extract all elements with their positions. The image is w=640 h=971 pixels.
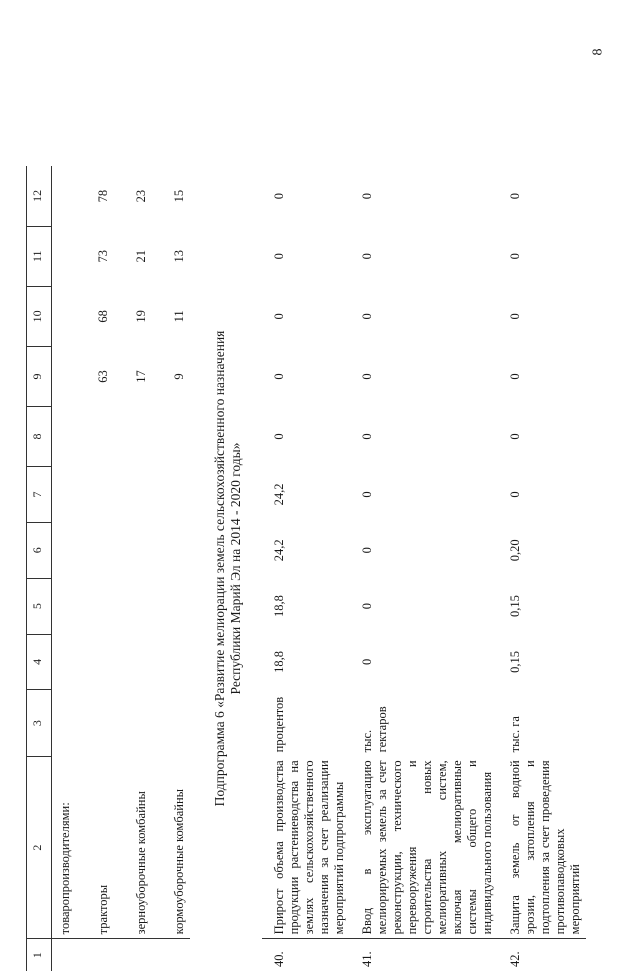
cell-value: 0,20	[508, 539, 522, 562]
header-col-7: 7	[27, 467, 52, 523]
cell-value: 24,2	[272, 483, 286, 506]
header-col-11: 11	[27, 226, 52, 286]
header-row	[27, 166, 52, 971]
subprogram-title-line1: Подпрограмма 6 «Развитие мелиорации земель сельскохозяйственного назначения	[212, 330, 227, 807]
row-number: 40.	[262, 939, 350, 971]
cell-value: 0	[360, 547, 374, 554]
table-row	[152, 166, 190, 971]
rotated-table-sheet	[26, 166, 582, 971]
indicators-table	[26, 166, 586, 971]
cell-value: 0	[272, 373, 286, 380]
header-col-5: 5	[27, 578, 52, 634]
cell-value: 0	[508, 253, 522, 260]
subprogram-title-line2: Республики Марий Эл на 2014 - 2020 годы»	[228, 442, 243, 695]
header-col-12: 12	[27, 166, 52, 226]
cell-value: 13	[172, 250, 186, 263]
machine-name: кормоуборочные комбайны	[172, 788, 186, 935]
cell-value: 0	[272, 192, 286, 200]
cell-value: 24,2	[272, 539, 286, 562]
header-col-4: 4	[27, 634, 52, 690]
cell-value: 11	[172, 310, 186, 323]
header-col-10: 10	[27, 286, 52, 346]
row-description: Защита земель от водной эрозии, затопления и подтопления за счет проведения противопаводковых мероприятий	[508, 760, 582, 935]
cell-value: 0	[360, 373, 374, 380]
group-label-row	[52, 166, 77, 971]
cell-value: 0	[360, 313, 374, 320]
header-col-1: 1	[27, 939, 52, 971]
header-col-2: 2	[27, 756, 52, 938]
header-col-3: 3	[27, 690, 52, 757]
cell-value: 0	[360, 433, 374, 440]
table-container	[26, 166, 582, 971]
cell-value: 0	[508, 313, 522, 320]
cell-value: 0	[360, 602, 374, 610]
header-col-9: 9	[27, 346, 52, 406]
cell-value: 17	[134, 370, 148, 383]
cell-value: 0	[360, 491, 374, 498]
cell-value: 18,8	[272, 595, 286, 618]
subprogram-title	[190, 166, 262, 971]
row-unit: тыс. га	[508, 716, 522, 753]
table-row	[350, 166, 498, 971]
cell-value: 23	[134, 189, 148, 203]
cell-value: 19	[134, 310, 148, 323]
cell-value: 0	[508, 433, 522, 440]
row-number: 42.	[498, 939, 586, 971]
cell-value: 0,15	[508, 595, 522, 618]
cell-value: 0	[508, 192, 522, 200]
machine-name: зерноуборочные комбайны	[134, 791, 148, 935]
row-description: Ввод в эксплуатацию мелиорируемых земель за счет реконструкции, технического перевооружения и строительства новых мелиоративных систем, включая мелиоративные системы общего и индивидуального пользования	[360, 760, 494, 935]
cell-value: 0	[272, 313, 286, 320]
table-row	[114, 166, 152, 971]
cell-value: 78	[96, 189, 110, 203]
row-unit: процентов	[272, 696, 286, 753]
cell-value: 68	[96, 310, 110, 323]
cell-value: 18,8	[272, 650, 286, 673]
cell-value: 63	[96, 370, 110, 383]
table-row	[76, 166, 114, 971]
header-col-6: 6	[27, 522, 52, 578]
machine-name: тракторы	[96, 884, 110, 935]
cell-value: 0	[272, 253, 286, 260]
cell-value: 0	[272, 433, 286, 440]
cell-value: 9	[172, 373, 186, 380]
table-row	[262, 166, 350, 971]
group-label: товаропроизводителями:	[58, 802, 72, 935]
table-row	[498, 166, 586, 971]
cell-value: 15	[172, 189, 186, 203]
cell-value: 0,15	[508, 650, 522, 673]
row-unit: тыс. гектаров	[360, 706, 389, 753]
page-number: 8	[590, 48, 606, 56]
row-number: 41.	[350, 939, 498, 971]
cell-value: 0	[508, 491, 522, 498]
cell-value: 21	[134, 250, 148, 263]
subprogram-heading-row	[190, 166, 262, 971]
row-description: Прирост объема производства продукции растениеводства на землях сельскохозяйственного назначения за счет реализации мероприятий подпрограммы	[272, 760, 346, 935]
cell-value: 0	[508, 373, 522, 380]
header-col-8: 8	[27, 406, 52, 466]
cell-value: 0	[360, 253, 374, 260]
cell-value: 73	[96, 250, 110, 263]
cell-value: 0	[360, 658, 374, 666]
cell-value: 0	[360, 192, 374, 200]
